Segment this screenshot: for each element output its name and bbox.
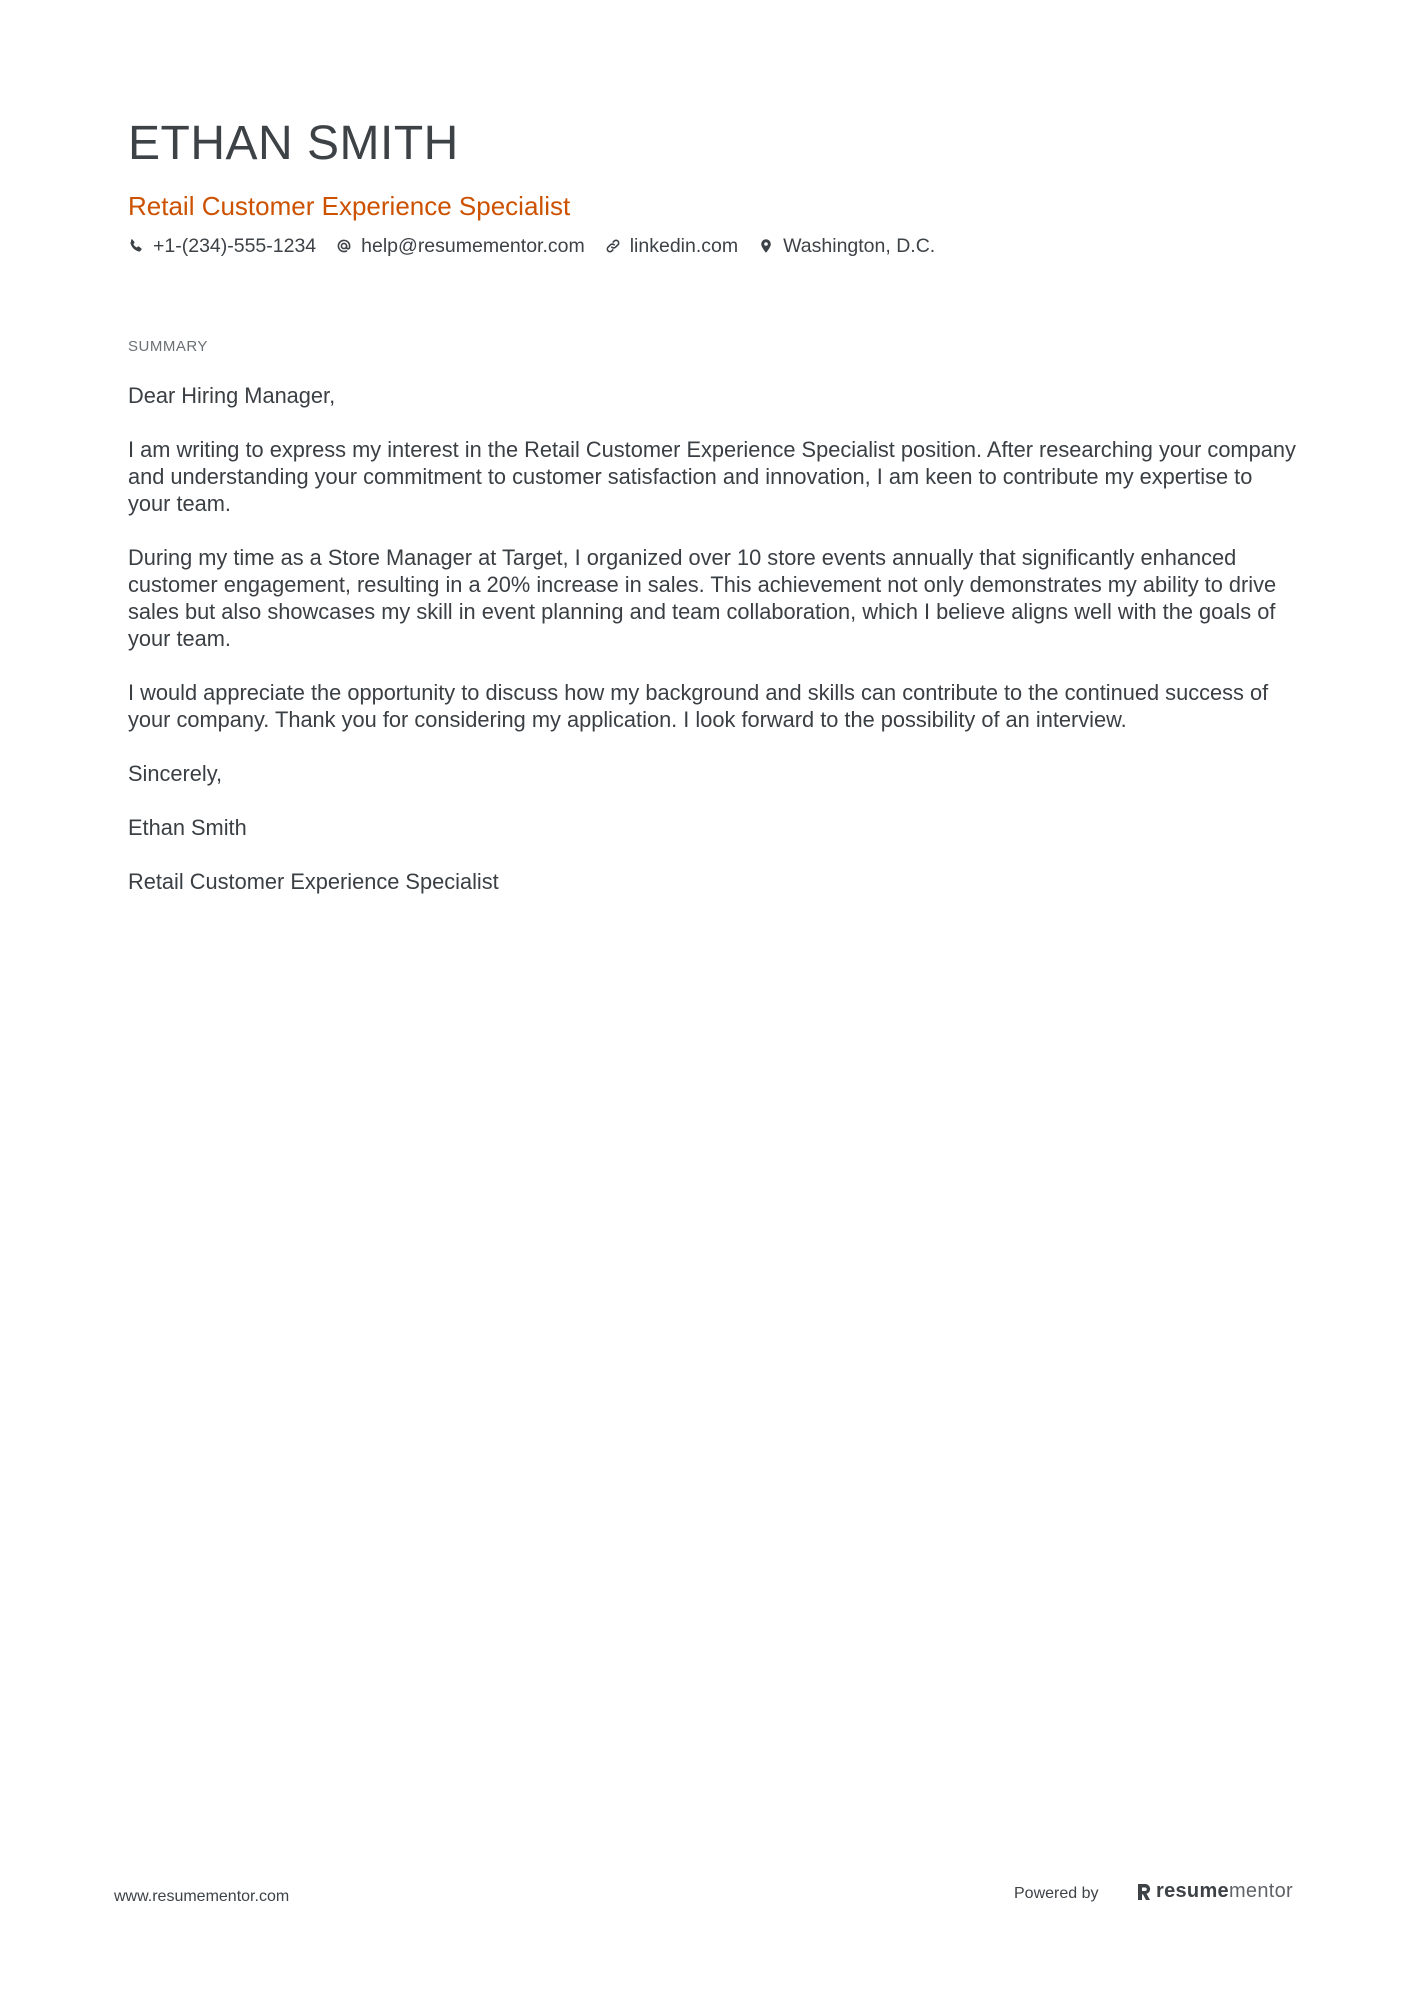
footer-powered-by: Powered by <box>1014 1885 1099 1902</box>
phone-icon <box>128 238 144 254</box>
logo-text-mentor: mentor <box>1228 1880 1293 1902</box>
candidate-role: Retail Customer Experience Specialist <box>128 191 571 221</box>
contact-linkedin-text: linkedin.com <box>629 235 739 257</box>
contact-location <box>758 232 935 260</box>
letter-body <box>128 382 1298 922</box>
location-pin-icon <box>758 238 774 254</box>
resumementor-logo[interactable] <box>1136 1880 1293 1903</box>
letter-paragraph: I would appreciate the opportunity to discuss how my background and skills can contribute to the continued success of your company. Thank you for considering my application. I look forward to the possibility of an interview. <box>128 680 1269 732</box>
letter-closing: Sincerely, <box>128 761 223 786</box>
letter-paragraph: I am writing to express my interest in the Retail Customer Experience Specialist position. After researching your company and understanding your commitment to customer satisfaction and innovation, I am keen to contribute my expertise to your team. <box>128 437 1296 516</box>
letter-signature-name: Ethan Smith <box>128 815 247 840</box>
contact-email[interactable] <box>336 232 585 260</box>
link-icon <box>605 238 621 254</box>
contact-location-text: Washington, D.C. <box>783 235 936 257</box>
contact-phone <box>128 232 316 260</box>
at-icon <box>336 238 352 254</box>
logo-text-resume: resume <box>1156 1880 1229 1902</box>
section-label-summary: SUMMARY <box>128 338 208 355</box>
footer-url[interactable]: www.resumementor.com <box>114 1888 290 1905</box>
candidate-name: ETHAN SMITH <box>128 117 459 170</box>
letter-paragraph: During my time as a Store Manager at Target, I organized over 10 store events annually that significantly enhanced customer engagement, resulting in a 20% increase in sales. This achievement not only demonstrates my ability to drive sales but also showcases my skill in event planning and team collaboration, which I believe aligns well with the goals of your team. <box>128 545 1277 651</box>
contact-phone-text: +1-(234)-555-1234 <box>153 235 317 257</box>
header <box>128 112 1288 260</box>
contact-email-text: help@resumementor.com <box>361 235 585 257</box>
resumementor-logo-icon <box>1136 1882 1152 1902</box>
contact-bar <box>128 232 1288 260</box>
contact-linkedin[interactable] <box>605 232 738 260</box>
letter-signature-title: Retail Customer Experience Specialist <box>128 869 499 894</box>
letter-salutation: Dear Hiring Manager, <box>128 383 336 408</box>
